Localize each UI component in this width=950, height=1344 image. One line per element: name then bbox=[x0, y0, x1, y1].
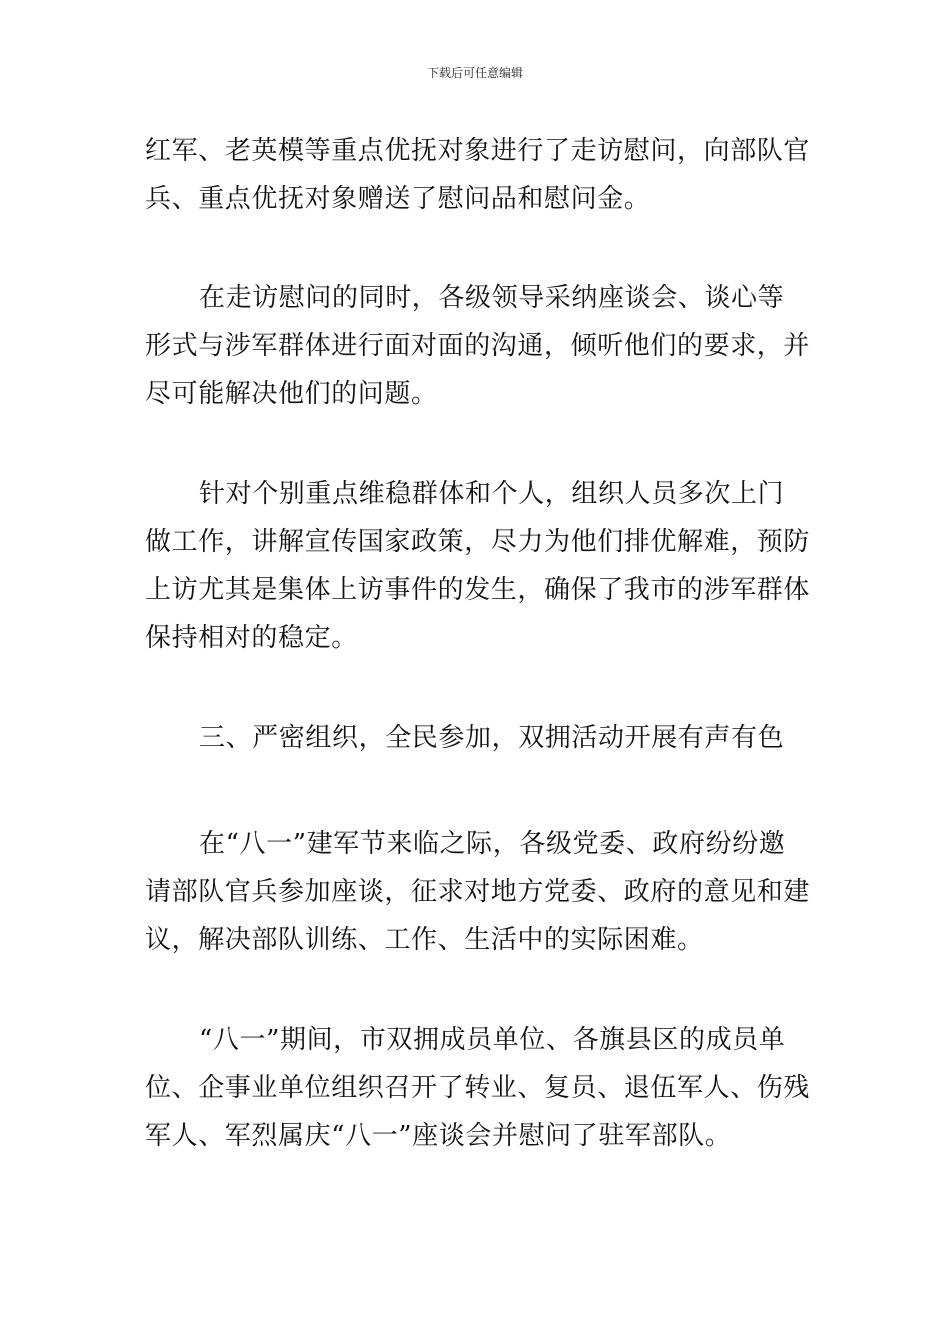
paragraph-army-day: 在“八一”建军节来临之际，各级党委、政府纷纷邀请部队官兵参加座谈，征求对地方党委、政府的意见和建议，解决部队训练、工作、生活中的实际困难。 bbox=[145, 829, 811, 955]
paragraph-symposium: “八一”期间，市双拥成员单位、各旗县区的成员单位、企事业单位组织召开了转业、复员、退伍军人、伤残军人、军烈属庆“八一”座谈会并慰问了驻军部队。 bbox=[145, 1025, 811, 1151]
paragraph-continuation: 红军、老英模等重点优抚对象进行了走访慰问，向部队官兵、重点优抚对象赠送了慰问品和慰问金。 bbox=[145, 136, 811, 214]
header-note: 下载后可任意编辑 bbox=[426, 66, 523, 80]
paragraph-visits: 在走访慰问的同时，各级领导采纳座谈会、谈心等形式与涉军群体进行面对面的沟通，倾听他们的要求，并尽可能解决他们的问题。 bbox=[145, 283, 811, 409]
paragraph-stability: 针对个别重点维稳群体和个人，组织人员多次上门做工作，讲解宣传国家政策，尽力为他们排优解难，预防上访尤其是集体上访事件的发生，确保了我市的涉军群体保持相对的稳定。 bbox=[145, 479, 811, 653]
section-heading: 三、严密组织，全民参加，双拥活动开展有声有色 bbox=[199, 723, 785, 753]
